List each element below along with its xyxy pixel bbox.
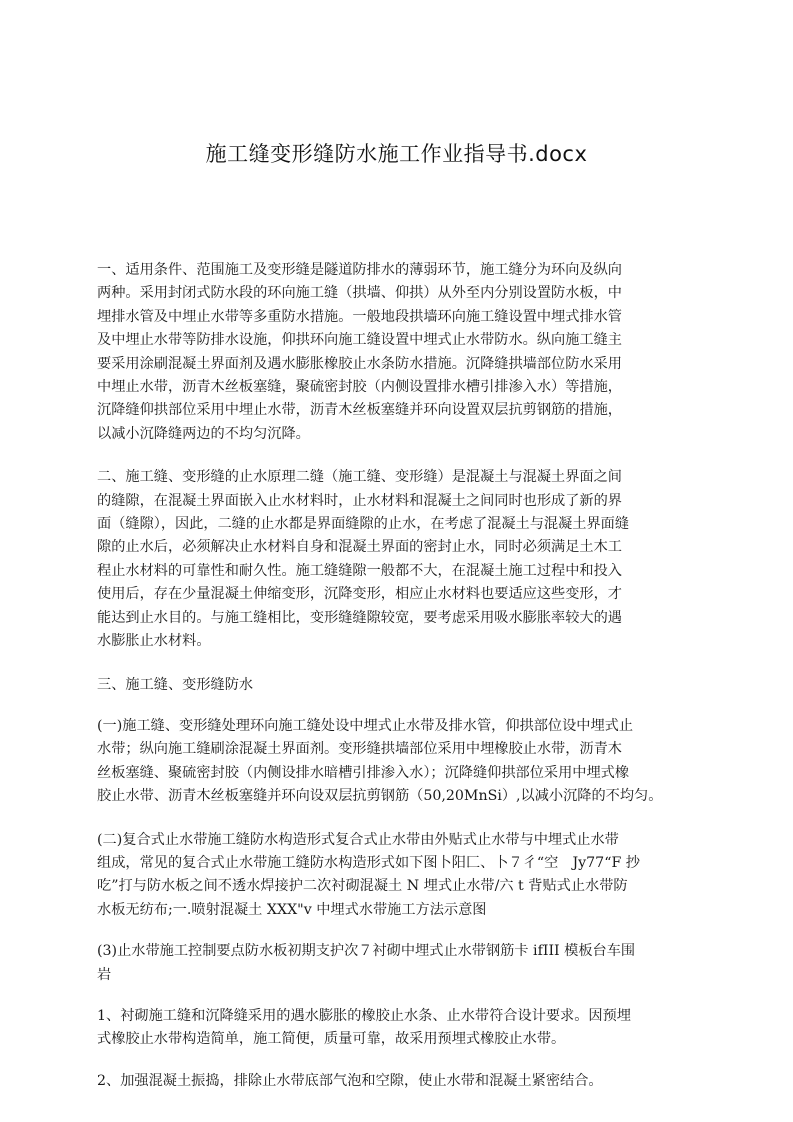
document-body [97,259,709,1113]
control-point-2: 2、加强混凝土振捣，排除止水带底部气泡和空隙，使止水带和混凝土紧密结合。 [97,1072,603,1089]
section-2-principle: 二、施工缝、变形缝的止水原理二缝（施工缝、变形缝）是混凝土与混凝土界面之间 的缝隙，在混凝土界面嵌入止水材料时，止水材料和混凝土之间同时也形成了新的界 面（缝隙），因此，二缝的止水都是界面缝隙的止水，在考虑了混凝土与混凝土界面缝 隙的止水后，必须解决止水材料自身和混凝土界面的密封止水，同时必须满足土木工 程止水材料的可靠性和耐久性。施工缝缝隙一般都不大，在混凝土施工过程中和投入 使用后，存在少量混凝土伸缩变形，沉降变形，相应止水材料也要适应这些变形，才 能达到止水目的。与施工缝相比，变形缝缝隙较宽，要考虑采用吸水膨胀率较大的遇 水膨胀止水材料。 [97,469,630,650]
section-1-applicability: 一、适用条件、范围施工及变形缝是隧道防排水的薄弱环节，施工缝分为环向及纵向 两种。采用封闭式防水段的环向施工缝（拱墙、仰拱）从外至内分别设置防水板，中 埋排水管及中埋止水带等多重防水措施。一般地段拱墙环向施工缝设置中埋式排水管 及中埋止水带等防排水设施，仰拱环向施工缝设置中埋式止水带防水。纵向施工缝主 要采用涂刷混凝土界面剂及遇水膨胀橡胶止水条防水措施。沉降缝拱墙部位防水采用 中埋止水带，沥青木丝板塞缝，聚硫密封胶（内侧设置排水槽引排渗入水）等措施， 沉降缝仰拱部位采用中埋止水带，沥青木丝板塞缝并环向设置双层抗剪钢筋的措施， 以减小沉降缝两边的不均匀沉降。 [97,262,622,442]
section-3-part-3: (3)止水带施工控制要点防水板初期支护次７衬砌中埋式止水带钢筋卡 ifIII 模板台车围 岩 [97,943,636,983]
section-3-heading: 三、施工缝、变形缝防水 [97,676,254,693]
document-title: 施工缝变形缝防水施工作业指导书.docx [205,142,588,166]
section-3-part-1: (一)施工缝、变形缝处理环向施工缝处设中埋式止水带及排水管，仰拱部位设中埋式止 水带；纵向施工缝刷涂混凝土界面剂。变形缝拱墙部位采用中埋橡胶止水带，沥青木 丝板塞缝、聚硫密封胶（内侧设排水暗槽引排渗入水）；沉降缝仰拱部位采用中埋式橡 胶止水带、沥青木丝板塞缝并环向设双层抗剪钢筋（50,20MnSi）,以减小沉降的不均匀。 [97,717,663,805]
section-3-part-2: (二)复合式止水带施工缝防水构造形式复合式止水带由外贴式止水带与中埋式止水带 组成，常见的复合式止水带施工缝防水构造形式如下图卜阳匚、卜７彳“空 Jy77“F 抄 吃”打与防水板之间不透水焊接护二次衬砌混凝土 N 埋式止水带/六 t 背贴式止水带防 水板无纺布;一.喷射混凝土 XXX"v 中埋式水带施工方法示意图 [97,831,640,918]
control-point-1: 1、衬砌施工缝和沉降缝采用的遇水膨胀的橡胶止水条、止水带符合设计要求。因预埋 式橡胶止水带构造简单，施工简便，质量可靠，故采用预埋式橡胶止水带。 [97,1007,631,1048]
